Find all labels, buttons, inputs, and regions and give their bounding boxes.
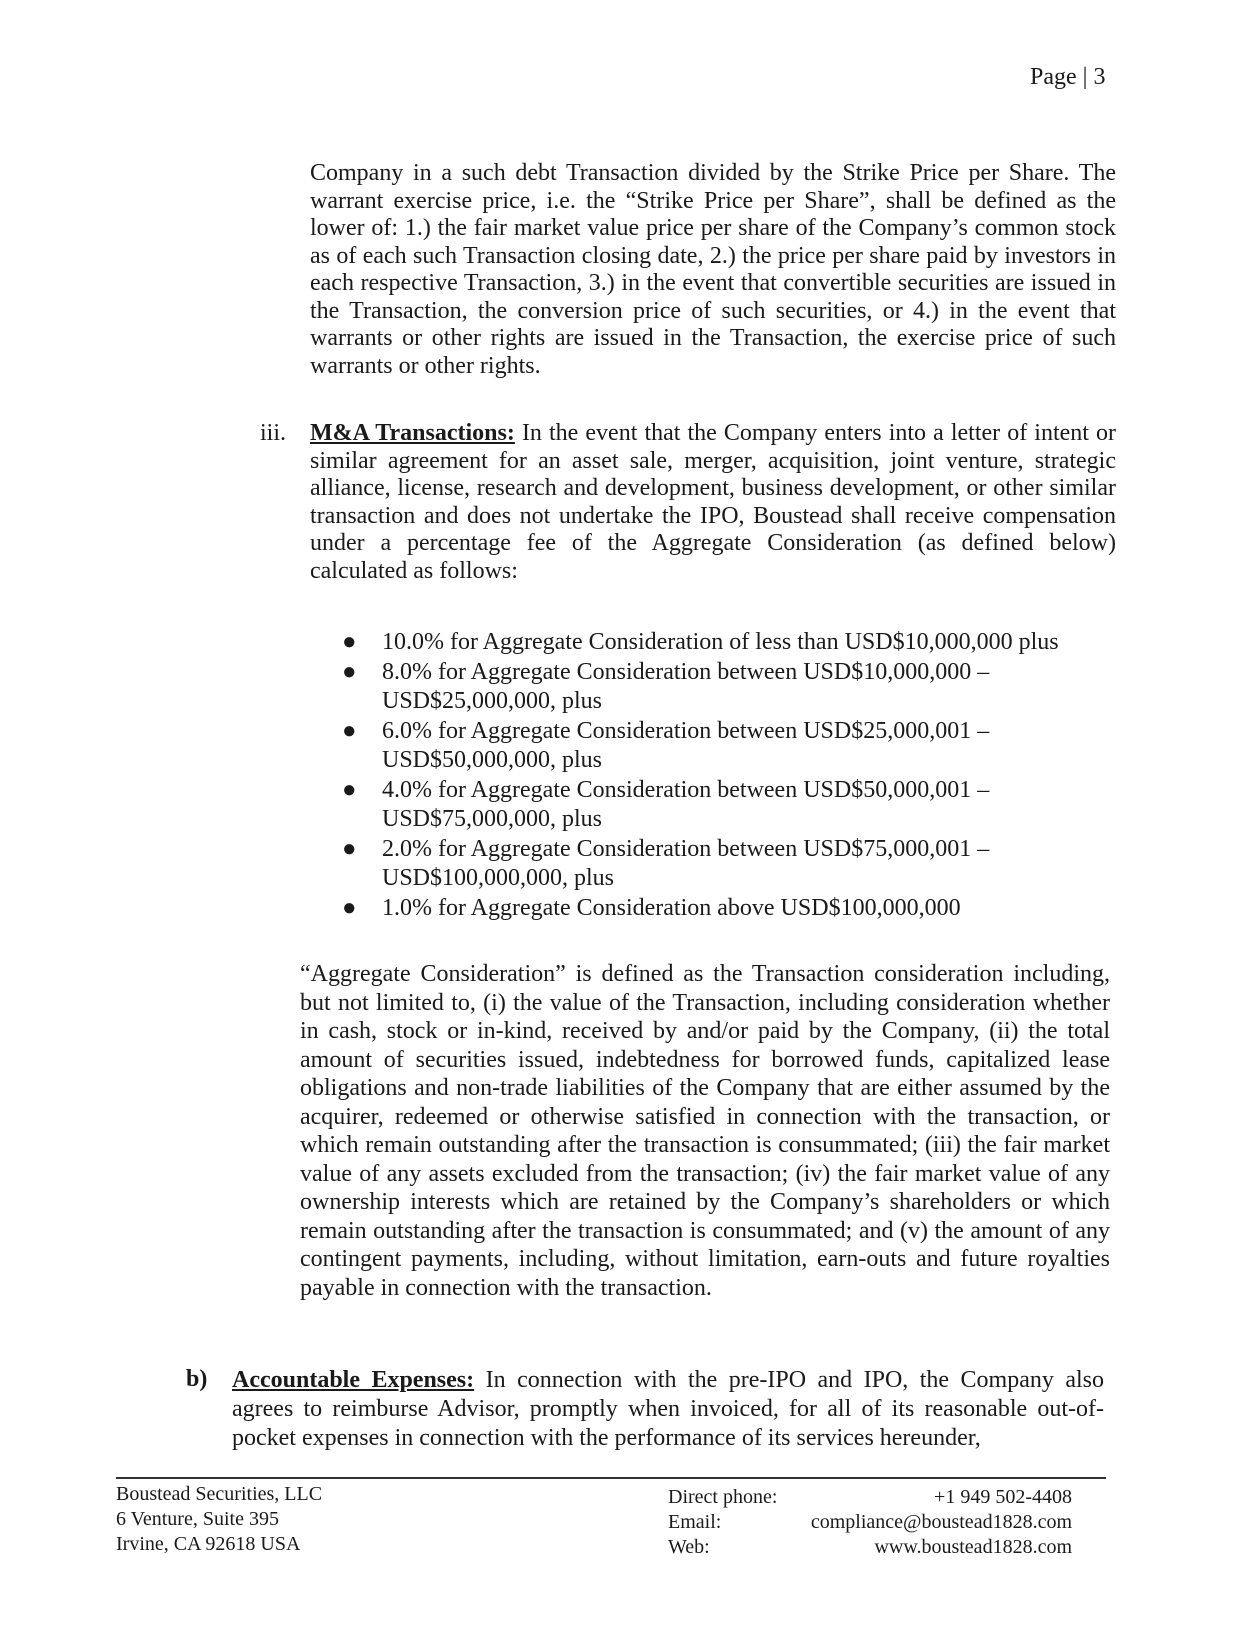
fee-tier-5: 2.0% for Aggregate Consideration between USD$75,000,001 – USD$100,000,000, plus (382, 835, 990, 891)
web-label: Web: (668, 1536, 710, 1558)
list-item (340, 658, 1100, 717)
list-item (340, 717, 1100, 776)
fee-tier-1: 10.0% for Aggregate Consideration of less than USD$10,000,000 plus (382, 629, 1059, 655)
footer-phone-row (668, 1485, 1072, 1510)
section-b-heading: Accountable Expenses: (232, 1367, 475, 1393)
section-iii-heading: M&A Transactions: (310, 420, 515, 446)
page-number: Page | 3 (1030, 64, 1106, 90)
footer-address-line-1: 6 Venture, Suite 395 (116, 1508, 279, 1530)
section-iii-paragraph (310, 420, 1116, 585)
fee-tier-6: 1.0% for Aggregate Consideration above USD$100,000,000 (382, 894, 961, 921)
bullet-icon: ● (342, 776, 357, 803)
fee-tier-3: 6.0% for Aggregate Consideration between USD$25,000,001 – USD$50,000,000, plus (382, 717, 990, 773)
bullet-icon: ● (342, 717, 357, 744)
bullet-icon: ● (342, 835, 357, 862)
footer-web-row (668, 1535, 1072, 1560)
footer-company: Boustead Securities, LLC (116, 1483, 323, 1505)
list-item (340, 628, 1100, 658)
email-label: Email: (668, 1511, 722, 1533)
aggregate-consideration-definition: “Aggregate Consideration” is defined as the Transaction consideration including, but not limited to, (i) the value of the Transaction, including consideration whether in cash, stock or in-kind, received by and/or paid by the Company, (ii) the total amount of securities issued, indebtedness for borrowed funds, capitalized lease obligations and non-trade liabilities of the Company that are either assumed by the acquirer, redeemed or otherwise satisfied in connection with the transaction, or which remain outstanding after the transaction is consummated; (iii) the fair market value of any assets excluded from the transaction; (iv) the fair market value of any ownership interests which are retained by the Company’s shareholders or which remain outstanding after the transaction is consummated; and (v) the amount of any contingent payments, including, without limitation, earn-outs and future royalties payable in connection with the transaction. (300, 961, 1110, 1301)
bullet-icon: ● (342, 658, 357, 685)
paragraph-strike-price: Company in a such debt Transaction divided by the Strike Price per Share. The warrant exercise price, i.e. the “Strike Price per Share”, shall be defined as the lower of: 1.) the fair market value price per share of the Company’s common stock as of each such Transaction closing date, 2.) the price per share paid by investors in each respective Transaction, 3.) in the event that convertible securities are issued in the Transaction, the conversion price of such securities, or 4.) in the event that warrants or other rights are issued in the Transaction, the exercise price of such warrants or other rights. (310, 160, 1116, 379)
list-item (340, 835, 1100, 894)
section-b-text: In connection with the pre-IPO and IPO, the Company also agrees to reimburse Advisor, promptly when invoiced, for all of its reasonable out-of-pocket expenses in connection with the performance of its services hereunder, (232, 1367, 1105, 1451)
web-value[interactable]: www.boustead1828.com (874, 1536, 1072, 1558)
list-item (340, 894, 1100, 924)
phone-value: +1 949 502-4408 (934, 1486, 1072, 1508)
fee-schedule-list (340, 628, 1100, 923)
footer-email-row (668, 1510, 1072, 1535)
fee-tier-4: 4.0% for Aggregate Consideration between USD$50,000,001 – USD$75,000,000, plus (382, 776, 990, 832)
fee-tier-2: 8.0% for Aggregate Consideration between USD$10,000,000 – USD$25,000,000, plus (382, 658, 990, 714)
footer-address (116, 1482, 322, 1557)
section-b-label: b) (186, 1366, 208, 1392)
section-iii-numeral: iii. (260, 420, 287, 446)
bullet-icon: ● (342, 629, 357, 655)
footer-divider (116, 1477, 1106, 1479)
phone-label: Direct phone: (668, 1486, 778, 1508)
section-b-paragraph (232, 1366, 1104, 1453)
footer-address-line-2: Irvine, CA 92618 USA (116, 1533, 301, 1555)
section-iii-text: In the event that the Company enters into a letter of intent or similar agreement for an asset sale, merger, acquisition, joint venture, strategic alliance, license, research and development, business development, or other similar transaction and does not undertake the IPO, Boustead shall receive compensation under a percentage fee of the Aggregate Consideration (as defined below) calculated as follows: (310, 420, 1117, 584)
list-item (340, 776, 1100, 835)
footer-contact (668, 1485, 1072, 1560)
email-value[interactable]: compliance@boustead1828.com (810, 1511, 1072, 1533)
bullet-icon: ● (342, 894, 357, 921)
